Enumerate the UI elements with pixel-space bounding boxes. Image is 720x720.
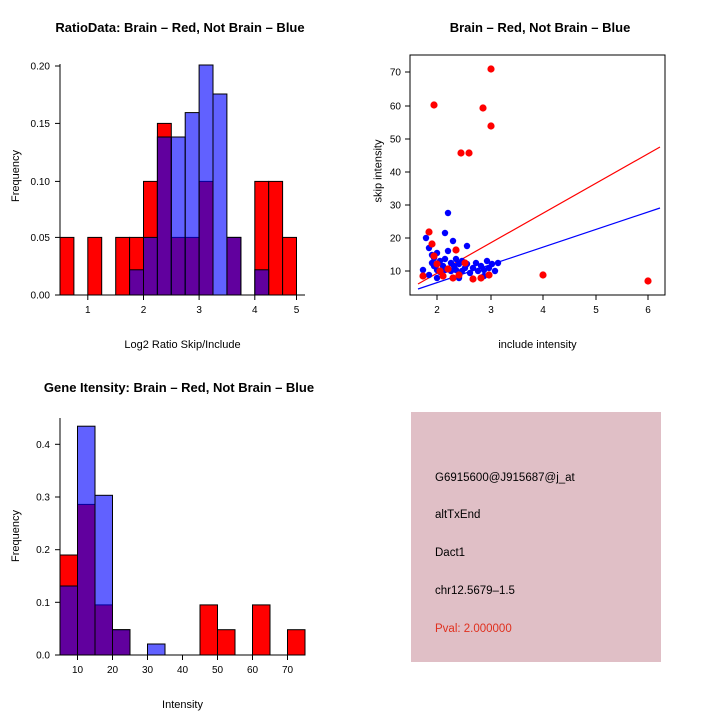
svg-text:5: 5 — [593, 305, 599, 316]
ratio-histogram-title: RatioData: Brain – Red, Not Brain – Blue — [55, 20, 305, 35]
scatter-plot-box — [410, 55, 665, 295]
info-pval: Pval: 2.000000 — [435, 623, 512, 635]
svg-text:0.10: 0.10 — [30, 176, 50, 188]
svg-text:0.2: 0.2 — [36, 545, 50, 557]
svg-text:5: 5 — [293, 305, 300, 316]
svg-text:20: 20 — [106, 665, 119, 676]
svg-text:10: 10 — [389, 266, 401, 278]
gene-histogram-blue-bars — [60, 426, 165, 655]
svg-text:50: 50 — [211, 665, 224, 676]
svg-text:0.20: 0.20 — [30, 61, 50, 73]
scatter-title: Brain – Red, Not Brain – Blue — [449, 20, 631, 35]
svg-text:2: 2 — [140, 305, 147, 316]
gene-histogram-xticklabels — [72, 665, 294, 676]
svg-text:40: 40 — [389, 167, 401, 179]
panel-intensity-scatter — [360, 0, 720, 360]
info-locus: chr12.5679–1.5 — [435, 585, 515, 597]
scatter-svg — [360, 0, 720, 360]
ratio-histogram-ylabel: Frequency — [10, 150, 22, 202]
gene-histogram-title: Gene Itensity: Brain – Red, Not Brain – Blue — [43, 380, 315, 395]
svg-text:0.05: 0.05 — [30, 232, 50, 244]
info-probeset-id: G6915600@J915687@j_at — [435, 472, 575, 484]
svg-text:4: 4 — [540, 305, 546, 316]
svg-text:60: 60 — [246, 665, 259, 676]
info-event-type: altTxEnd — [435, 509, 481, 521]
ratio-histogram-blue-bars — [130, 65, 269, 295]
ratio-histogram-xticklabels — [85, 305, 300, 316]
scatter-yticklabels — [390, 68, 402, 278]
svg-text:50: 50 — [389, 134, 401, 146]
svg-text:30: 30 — [141, 665, 154, 676]
svg-text:0.4: 0.4 — [36, 439, 50, 451]
scatter-xlabel: include intensity — [498, 339, 577, 351]
svg-text:30: 30 — [389, 200, 401, 212]
ratio-histogram-xlabel: Log2 Ratio Skip/Include — [124, 339, 241, 351]
svg-text:0.0: 0.0 — [36, 650, 50, 662]
scatter-red-points — [419, 65, 651, 284]
svg-text:70: 70 — [281, 665, 294, 676]
panel-ratio-histogram — [0, 0, 360, 360]
gene-histogram-svg — [0, 360, 360, 720]
info-gene-symbol: Dact1 — [435, 547, 466, 559]
svg-text:1: 1 — [85, 305, 91, 316]
svg-text:2: 2 — [434, 305, 440, 316]
svg-text:20: 20 — [389, 233, 401, 245]
gene-histogram-ylabel: Frequency — [10, 510, 22, 562]
svg-text:70: 70 — [389, 67, 401, 79]
svg-text:10: 10 — [71, 665, 84, 676]
svg-text:3: 3 — [488, 305, 494, 316]
svg-text:3: 3 — [196, 305, 202, 316]
svg-text:60: 60 — [389, 101, 401, 113]
svg-text:4: 4 — [252, 305, 258, 316]
gene-histogram-xlabel: Intensity — [162, 699, 203, 711]
svg-text:0.1: 0.1 — [36, 597, 50, 609]
svg-text:40: 40 — [176, 665, 189, 676]
scatter-ylabel: skip intensity — [372, 139, 385, 203]
scatter-xticklabels — [434, 305, 651, 316]
ratio-histogram-yticklabels — [31, 62, 51, 302]
svg-text:0.3: 0.3 — [36, 492, 50, 504]
ratio-histogram-svg — [0, 0, 360, 360]
panel-gene-histogram — [0, 360, 360, 720]
gene-histogram-yticklabels — [36, 440, 50, 662]
info-panel — [411, 412, 661, 662]
svg-text:0.00: 0.00 — [30, 290, 50, 302]
svg-text:0.15: 0.15 — [30, 118, 50, 130]
svg-text:6: 6 — [645, 305, 651, 316]
